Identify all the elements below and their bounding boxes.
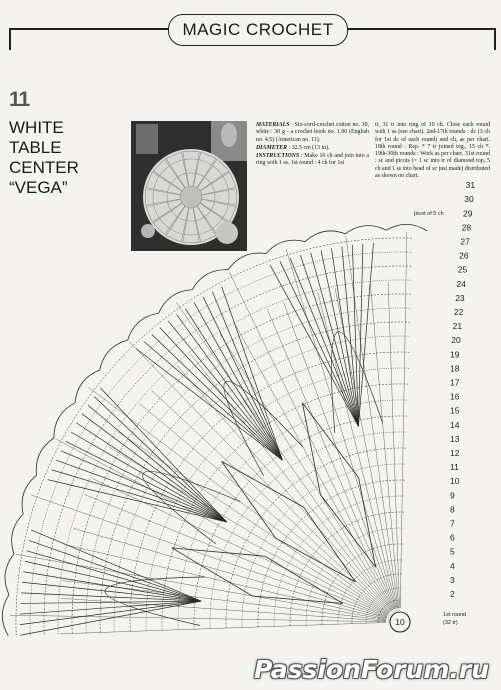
chart-diamond-motif	[302, 403, 375, 567]
instruction-paragraph: tr, 31 tr into ring of 10 ch. Close each round with 1 ss (see chart). 2nd-17th rounds : dc (3 ch for 1st dc of each round) and ch, as per chart. 18th round : Rep. * 7 tr joined tog., 15 ch *. 19th-30th rounds : Work as per chart. 31st round : sc and picots (= 1 sc into tr of diamond top, 5 ch and 1 ss into head of sc just made) distributed as shown on chart.	[375, 122, 490, 180]
chart-round-label: 4	[450, 560, 455, 571]
chart-round-label: 8	[450, 504, 455, 515]
title-line: TABLE	[9, 138, 62, 157]
chart-spoke	[388, 282, 399, 608]
chart-spoke	[346, 236, 398, 608]
chart-round-label: 5	[450, 546, 455, 557]
watermark: PassionForum.ru	[253, 655, 489, 684]
chart-round-label: 19	[450, 349, 460, 360]
chart-round-label: 11	[450, 462, 459, 473]
chart-round-label: 9	[450, 490, 455, 501]
chart-round-label: 15	[450, 405, 460, 416]
chart-round-label: 17	[450, 377, 460, 388]
chart-round-label: 20	[451, 335, 461, 346]
chart-round-label: 30	[464, 194, 474, 205]
chart-spoke	[85, 495, 387, 617]
title-line: CENTER	[9, 158, 79, 177]
header-rule-left	[9, 28, 168, 30]
chart-round-label: 21	[452, 321, 463, 332]
chart-spoke	[284, 303, 395, 609]
instruction-paragraph: DIAMETER : 32.5 cm (13 in).	[256, 144, 330, 151]
chart-spoke	[16, 554, 386, 619]
chart-round-label: 16	[450, 391, 460, 402]
chart-round-label: 28	[461, 222, 472, 233]
chart-spoke	[92, 478, 387, 616]
chart-round-label: 26	[459, 250, 469, 261]
chart-pineapple-motif	[270, 243, 383, 433]
chart-spoke	[151, 390, 389, 612]
chart-spoke	[89, 387, 389, 613]
pattern-number: 11	[9, 88, 30, 111]
chart-round-label: 29	[463, 208, 473, 219]
chart-spoke	[61, 598, 386, 621]
chart-pineapple-motif	[48, 388, 241, 544]
chart-round-label: 24	[456, 278, 466, 289]
chart-round-label: 2	[450, 589, 455, 599]
chart-round-label: 23	[455, 292, 465, 303]
pattern-title	[9, 118, 119, 198]
header-rule-left-drop	[9, 28, 11, 50]
chart-round-label: 7	[450, 518, 455, 529]
instruction-paragraph: MATERIALS : Six-cord-crochet cotton no. 30, white : 30 g - a crochet hook no. 1.00 (English no. 4.5) (American no. 11).	[256, 122, 369, 143]
picot-note: picot of 5 ch	[414, 211, 444, 217]
chart-spoke	[286, 249, 396, 609]
chart-round-label: 3	[450, 574, 455, 585]
chart-round-label: 31	[465, 180, 476, 191]
chart-round-label: 22	[453, 307, 464, 317]
chart-spoke	[220, 334, 393, 610]
instruction-paragraph: INSTRUCTIONS : Make 10 ch and join into a ring with 1 ss. 1st round : 4 ch for 1st	[256, 153, 369, 167]
header-rule-right	[346, 28, 496, 30]
chart-spoke	[118, 432, 388, 614]
magazine-title: MAGIC CROCHET	[168, 14, 348, 46]
chart-spoke	[129, 341, 390, 611]
chart-round-label: 18	[450, 363, 460, 374]
chart-lines	[2, 224, 427, 635]
chart-spoke	[60, 622, 386, 633]
chart-round-label: 10	[450, 476, 460, 487]
chain-count-note: (32 tr)	[443, 620, 458, 626]
chart-spoke	[370, 283, 398, 608]
chart-round-label: 13	[450, 433, 460, 444]
title-line: WHITE	[9, 118, 64, 137]
first-round-note: 1st round	[443, 612, 466, 618]
chart-round-label: 14	[450, 419, 460, 430]
title-line: “VEGA”	[9, 178, 68, 197]
chart-round-label: 27	[460, 236, 470, 247]
instructions-column-1	[256, 122, 369, 169]
instructions-column-2	[375, 122, 490, 181]
chart-round-label: 25	[457, 264, 468, 275]
chart-spoke	[400, 232, 407, 608]
chart-round-label: 6	[450, 532, 455, 543]
chart-diamond-motif	[172, 548, 343, 604]
chart-round-label: 12	[450, 448, 460, 458]
header-rule-right-drop	[494, 28, 496, 50]
chart-center-label: 10	[395, 617, 405, 627]
